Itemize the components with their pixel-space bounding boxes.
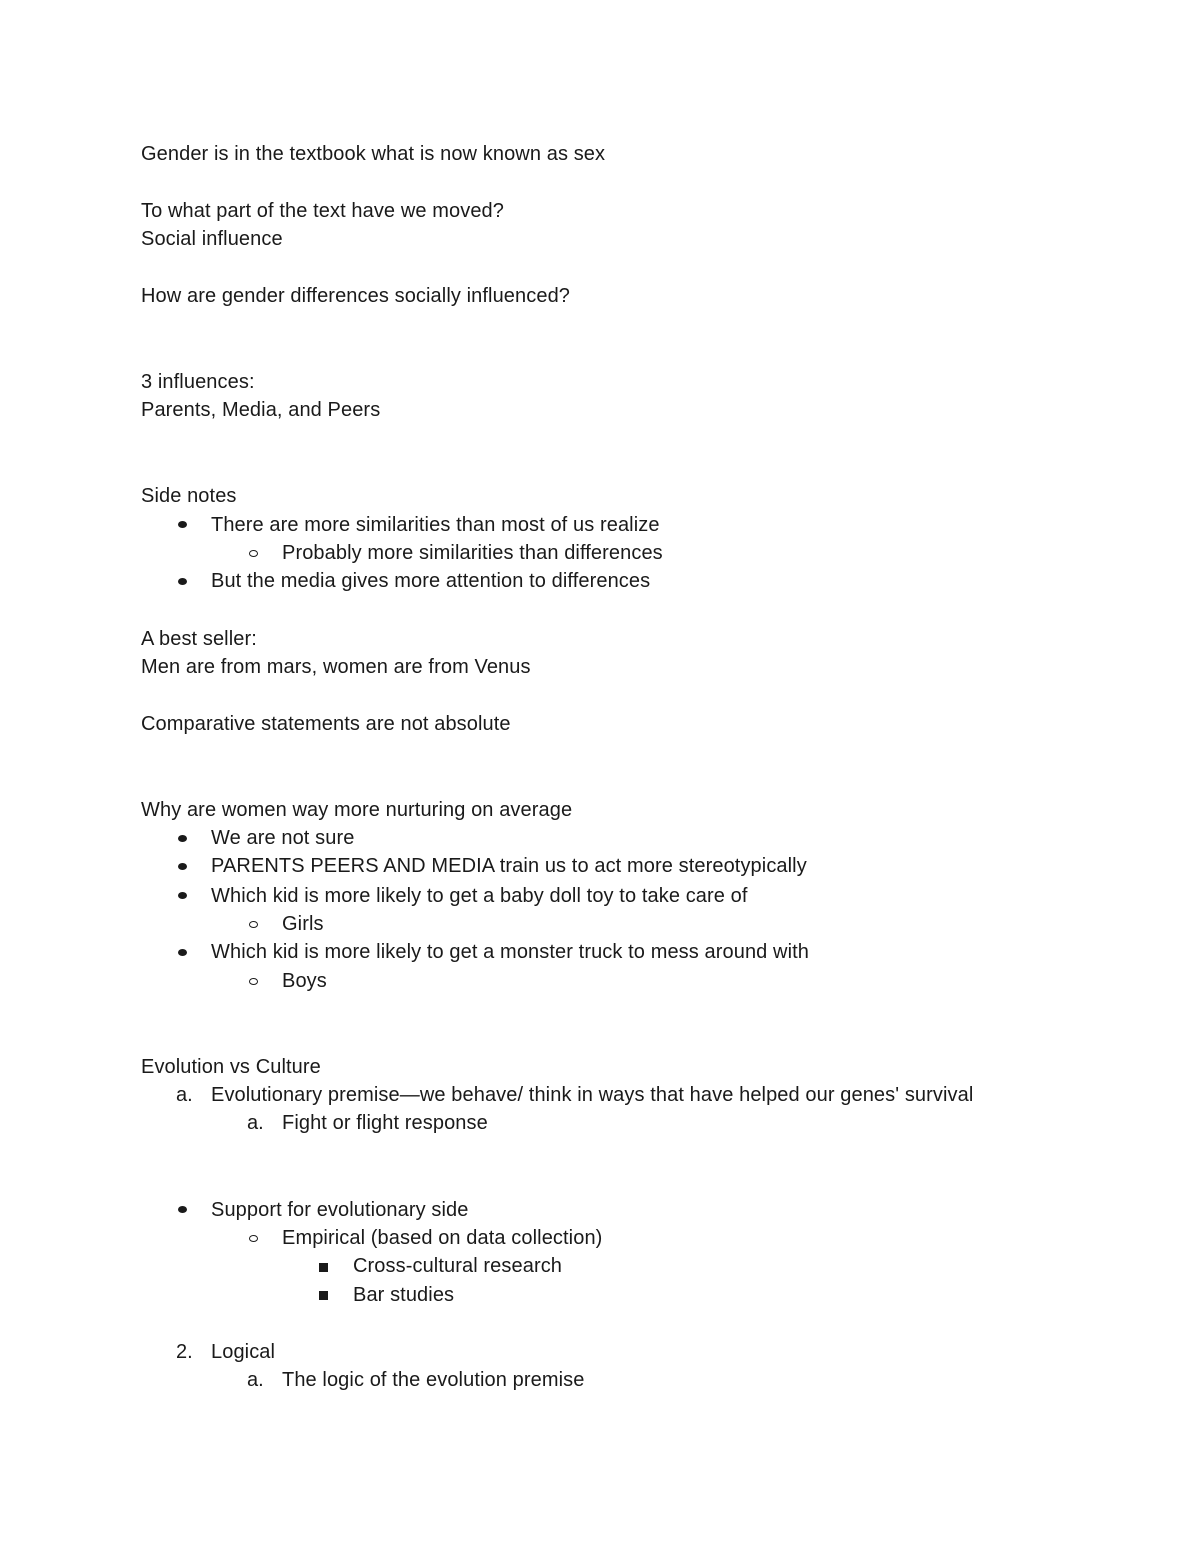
list-item: PARENTS PEERS AND MEDIA train us to act more stereotypically <box>211 855 807 877</box>
bullet-circle-icon <box>249 978 258 985</box>
bullet-circle-icon <box>249 921 258 928</box>
list-marker: a. <box>247 1112 264 1134</box>
bullet-dot-icon <box>178 892 187 899</box>
list-item: Cross-cultural research <box>353 1255 563 1277</box>
text-line: Comparative statements are not absolute <box>141 713 511 735</box>
list-marker: a. <box>176 1084 193 1106</box>
section-heading: Why are women way more nurturing on average <box>141 799 573 821</box>
text-line: Gender is in the textbook what is now known as sex <box>141 143 606 165</box>
text-line: Parents, Media, and Peers <box>141 399 381 421</box>
bullet-dot-icon <box>178 578 187 585</box>
list-item: Logical <box>211 1341 276 1363</box>
list-item: Empirical (based on data collection) <box>282 1227 603 1249</box>
text-line: To what part of the text have we moved? <box>141 200 504 222</box>
list-item: Support for evolutionary side <box>211 1199 469 1221</box>
bullet-circle-icon <box>249 1235 258 1242</box>
list-marker: 2. <box>176 1341 193 1363</box>
list-item: There are more similarities than most of us realize <box>211 514 660 536</box>
list-marker: a. <box>247 1369 264 1391</box>
list-item: Which kid is more likely to get a monster truck to mess around with <box>211 941 810 963</box>
text-line: How are gender differences socially influenced? <box>141 285 571 307</box>
bullet-dot-icon <box>178 1206 187 1213</box>
list-item: We are not sure <box>211 827 355 849</box>
bullet-dot-icon <box>178 863 187 870</box>
text-line: 3 influences: <box>141 371 255 393</box>
text-line: Social influence <box>141 228 283 250</box>
bullet-square-icon <box>319 1291 328 1300</box>
text-line: A best seller: <box>141 628 257 650</box>
section-heading: Evolution vs Culture <box>141 1056 321 1078</box>
bullet-square-icon <box>319 1263 328 1272</box>
bullet-circle-icon <box>249 550 258 557</box>
list-item: Evolutionary premise—we behave/ think in ways that have helped our genes' survival <box>211 1084 974 1106</box>
section-heading: Side notes <box>141 485 237 507</box>
list-item: Bar studies <box>353 1284 455 1306</box>
list-item: Probably more similarities than differences <box>282 542 663 564</box>
bullet-dot-icon <box>178 835 187 842</box>
list-item: Girls <box>282 913 324 935</box>
bullet-dot-icon <box>178 521 187 528</box>
list-item: Fight or flight response <box>282 1112 488 1134</box>
list-item: Boys <box>282 970 327 992</box>
bullet-dot-icon <box>178 949 187 956</box>
list-item: Which kid is more likely to get a baby doll toy to take care of <box>211 885 748 907</box>
text-line: Men are from mars, women are from Venus <box>141 656 531 678</box>
list-item: But the media gives more attention to differences <box>211 570 651 592</box>
list-item: The logic of the evolution premise <box>282 1369 585 1391</box>
